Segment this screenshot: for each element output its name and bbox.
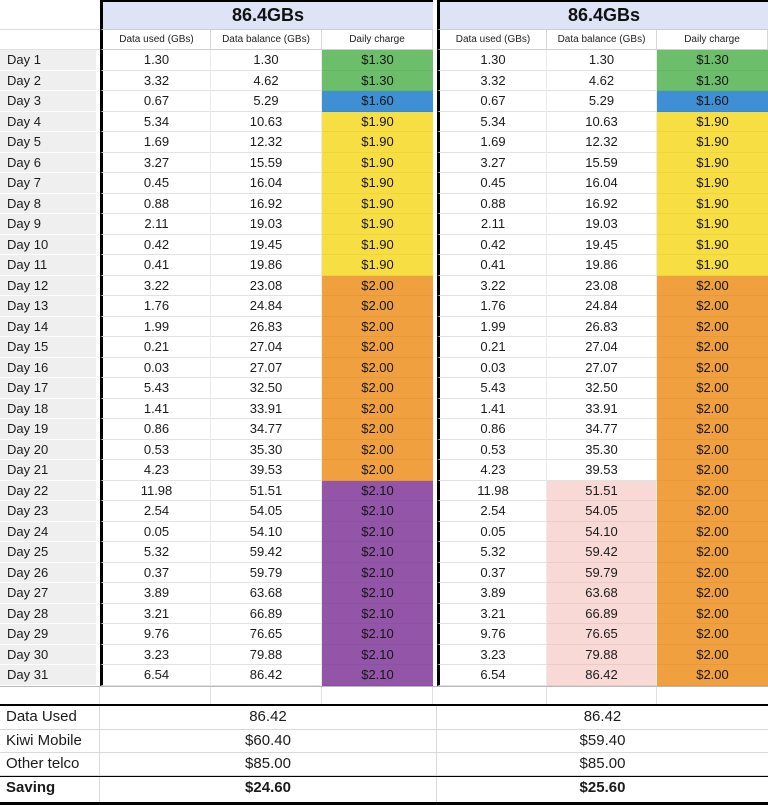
left-data-used-cell: 0.37 — [100, 563, 211, 584]
spacer-row — [0, 686, 768, 704]
right-daily-charge-cell: $1.90 — [657, 214, 768, 235]
column-header-row — [0, 30, 768, 50]
day-label: Day 4 — [0, 112, 100, 133]
day-row — [0, 71, 768, 92]
row-label-header-cell — [0, 30, 100, 50]
summary-label: Other telco — [0, 753, 100, 776]
right-daily-charge-cell: $1.90 — [657, 194, 768, 215]
left-data-balance-cell: 27.07 — [211, 358, 322, 379]
left-data-balance-cell: 51.51 — [211, 481, 322, 502]
day-label: Day 31 — [0, 665, 100, 686]
day-row — [0, 255, 768, 276]
right-data-used-cell: 0.42 — [437, 235, 547, 256]
left-daily-charge-cell: $1.90 — [322, 214, 433, 235]
right-data-balance-cell: 59.79 — [547, 563, 657, 584]
summary-row — [0, 730, 768, 753]
left-data-used-cell: 4.23 — [100, 460, 211, 481]
spacer-cell — [0, 687, 100, 704]
right-data-used-cell: 6.54 — [437, 665, 547, 686]
day-label: Day 1 — [0, 50, 100, 71]
day-row — [0, 337, 768, 358]
day-label: Day 3 — [0, 91, 100, 112]
right-data-used-cell: 9.76 — [437, 624, 547, 645]
left-data-used-cell: 0.05 — [100, 522, 211, 543]
left-data-balance-cell: 63.68 — [211, 583, 322, 604]
left-daily-charge-cell: $2.00 — [322, 276, 433, 297]
right-data-used-cell: 1.76 — [437, 296, 547, 317]
summary-label: Saving — [0, 777, 100, 802]
right-daily-charge-cell: $1.30 — [657, 50, 768, 71]
right-data-balance-cell: 16.92 — [547, 194, 657, 215]
spacer-cell — [100, 687, 211, 704]
right-data-balance-cell: 54.10 — [547, 522, 657, 543]
right-daily-charge-cell: $2.00 — [657, 501, 768, 522]
right-data-balance-cell: 76.65 — [547, 624, 657, 645]
day-label: Day 19 — [0, 419, 100, 440]
day-label: Day 14 — [0, 317, 100, 338]
day-row — [0, 276, 768, 297]
day-label: Day 25 — [0, 542, 100, 563]
summary-value-left: $24.60 — [100, 777, 437, 802]
right-data-used-cell: 0.45 — [437, 173, 547, 194]
left-data-used-cell: 3.22 — [100, 276, 211, 297]
left-data-balance-cell: 39.53 — [211, 460, 322, 481]
right-data-balance-cell: 24.84 — [547, 296, 657, 317]
day-label: Day 24 — [0, 522, 100, 543]
left-daily-charge-cell: $1.90 — [322, 112, 433, 133]
right-col-header-daily-charge: Daily charge — [657, 30, 768, 50]
summary-value-right: $85.00 — [437, 753, 768, 776]
right-daily-charge-cell: $2.00 — [657, 645, 768, 666]
day-label: Day 8 — [0, 194, 100, 215]
day-row — [0, 604, 768, 625]
left-data-balance-cell: 15.59 — [211, 153, 322, 174]
day-label: Day 29 — [0, 624, 100, 645]
left-daily-charge-cell: $2.00 — [322, 399, 433, 420]
left-data-balance-cell: 59.79 — [211, 563, 322, 584]
right-data-balance-cell: 27.04 — [547, 337, 657, 358]
right-data-balance-cell: 12.32 — [547, 132, 657, 153]
summary-value-right: 86.42 — [437, 706, 768, 730]
right-data-balance-cell: 27.07 — [547, 358, 657, 379]
left-data-used-cell: 0.67 — [100, 91, 211, 112]
right-data-balance-cell: 59.42 — [547, 542, 657, 563]
left-data-balance-cell: 35.30 — [211, 440, 322, 461]
right-data-balance-cell: 54.05 — [547, 501, 657, 522]
left-daily-charge-cell: $2.10 — [322, 645, 433, 666]
day-row — [0, 50, 768, 71]
right-daily-charge-cell: $2.00 — [657, 358, 768, 379]
left-daily-charge-cell: $2.00 — [322, 358, 433, 379]
right-data-used-cell: 0.41 — [437, 255, 547, 276]
day-row — [0, 214, 768, 235]
day-label: Day 26 — [0, 563, 100, 584]
right-data-balance-cell: 16.04 — [547, 173, 657, 194]
day-row — [0, 501, 768, 522]
day-label: Day 15 — [0, 337, 100, 358]
day-row — [0, 378, 768, 399]
right-data-balance-cell: 26.83 — [547, 317, 657, 338]
summary-value-right: $59.40 — [437, 730, 768, 753]
right-data-used-cell: 0.88 — [437, 194, 547, 215]
left-col-header-data-used: Data used (GBs) — [100, 30, 211, 50]
left-daily-charge-cell: $2.00 — [322, 317, 433, 338]
left-data-balance-cell: 86.42 — [211, 665, 322, 686]
left-daily-charge-cell: $2.00 — [322, 440, 433, 461]
left-data-used-cell: 3.23 — [100, 645, 211, 666]
right-daily-charge-cell: $1.30 — [657, 71, 768, 92]
left-data-balance-cell: 1.30 — [211, 50, 322, 71]
spacer-cell — [657, 687, 768, 704]
left-data-used-cell: 0.88 — [100, 194, 211, 215]
left-col-header-daily-charge: Daily charge — [322, 30, 433, 50]
right-data-used-cell: 3.21 — [437, 604, 547, 625]
right-data-used-cell: 1.41 — [437, 399, 547, 420]
right-data-balance-cell: 51.51 — [547, 481, 657, 502]
right-data-used-cell: 0.21 — [437, 337, 547, 358]
right-data-used-cell: 11.98 — [437, 481, 547, 502]
summary-row — [0, 776, 768, 805]
left-data-used-cell: 3.32 — [100, 71, 211, 92]
day-row — [0, 440, 768, 461]
day-label: Day 18 — [0, 399, 100, 420]
left-daily-charge-cell: $2.00 — [322, 460, 433, 481]
left-data-used-cell: 1.99 — [100, 317, 211, 338]
right-data-used-cell: 2.11 — [437, 214, 547, 235]
right-data-used-cell: 0.67 — [437, 91, 547, 112]
left-data-balance-cell: 19.86 — [211, 255, 322, 276]
day-row — [0, 460, 768, 481]
left-daily-charge-cell: $2.10 — [322, 542, 433, 563]
right-daily-charge-cell: $2.00 — [657, 665, 768, 686]
spacer-cell — [437, 687, 547, 704]
right-data-balance-cell: 15.59 — [547, 153, 657, 174]
day-row — [0, 583, 768, 604]
right-data-balance-cell: 19.03 — [547, 214, 657, 235]
right-data-used-cell: 0.53 — [437, 440, 547, 461]
left-data-balance-cell: 16.04 — [211, 173, 322, 194]
summary-label: Data Used — [0, 706, 100, 730]
day-label: Day 22 — [0, 481, 100, 502]
right-data-used-cell: 5.34 — [437, 112, 547, 133]
right-daily-charge-cell: $2.00 — [657, 624, 768, 645]
left-data-used-cell: 3.89 — [100, 583, 211, 604]
left-data-balance-cell: 19.45 — [211, 235, 322, 256]
right-daily-charge-cell: $2.00 — [657, 604, 768, 625]
right-data-used-cell: 2.54 — [437, 501, 547, 522]
left-daily-charge-cell: $1.30 — [322, 71, 433, 92]
day-row — [0, 112, 768, 133]
left-data-balance-cell: 59.42 — [211, 542, 322, 563]
left-data-used-cell: 0.03 — [100, 358, 211, 379]
left-data-balance-cell: 10.63 — [211, 112, 322, 133]
left-daily-charge-cell: $1.30 — [322, 50, 433, 71]
day-label: Day 28 — [0, 604, 100, 625]
right-col-header-data-used: Data used (GBs) — [437, 30, 547, 50]
right-data-balance-cell: 5.29 — [547, 91, 657, 112]
left-col-header-data-balance: Data balance (GBs) — [211, 30, 322, 50]
left-data-used-cell: 2.11 — [100, 214, 211, 235]
right-daily-charge-cell: $1.60 — [657, 91, 768, 112]
left-daily-charge-cell: $2.00 — [322, 419, 433, 440]
day-row — [0, 358, 768, 379]
day-row — [0, 624, 768, 645]
right-data-used-cell: 1.99 — [437, 317, 547, 338]
right-data-balance-cell: 35.30 — [547, 440, 657, 461]
day-label: Day 27 — [0, 583, 100, 604]
left-daily-charge-cell: $2.00 — [322, 296, 433, 317]
day-label: Day 5 — [0, 132, 100, 153]
day-label: Day 9 — [0, 214, 100, 235]
left-daily-charge-cell: $2.10 — [322, 563, 433, 584]
left-data-balance-cell: 4.62 — [211, 71, 322, 92]
day-row — [0, 563, 768, 584]
left-data-balance-cell: 12.32 — [211, 132, 322, 153]
right-daily-charge-cell: $1.90 — [657, 173, 768, 194]
left-data-used-cell: 11.98 — [100, 481, 211, 502]
right-data-used-cell: 5.32 — [437, 542, 547, 563]
right-data-balance-cell: 32.50 — [547, 378, 657, 399]
left-data-balance-cell: 32.50 — [211, 378, 322, 399]
left-data-balance-cell: 27.04 — [211, 337, 322, 358]
right-data-used-cell: 0.05 — [437, 522, 547, 543]
day-label: Day 10 — [0, 235, 100, 256]
left-data-used-cell: 1.41 — [100, 399, 211, 420]
left-data-balance-cell: 54.05 — [211, 501, 322, 522]
right-daily-charge-cell: $2.00 — [657, 440, 768, 461]
left-data-balance-cell: 24.84 — [211, 296, 322, 317]
left-daily-charge-cell: $1.60 — [322, 91, 433, 112]
day-row — [0, 522, 768, 543]
left-data-balance-cell: 34.77 — [211, 419, 322, 440]
right-daily-charge-cell: $1.90 — [657, 235, 768, 256]
left-data-balance-cell: 26.83 — [211, 317, 322, 338]
left-data-used-cell: 0.41 — [100, 255, 211, 276]
right-data-balance-cell: 1.30 — [547, 50, 657, 71]
day-label: Day 17 — [0, 378, 100, 399]
day-rows — [0, 50, 768, 686]
corner-cell — [0, 0, 100, 30]
left-daily-charge-cell: $1.90 — [322, 235, 433, 256]
right-table-title: 86.4GBs — [437, 0, 768, 30]
right-data-used-cell: 0.86 — [437, 419, 547, 440]
right-daily-charge-cell: $1.90 — [657, 112, 768, 133]
day-label: Day 13 — [0, 296, 100, 317]
day-row — [0, 645, 768, 666]
right-daily-charge-cell: $2.00 — [657, 399, 768, 420]
left-daily-charge-cell: $2.10 — [322, 583, 433, 604]
day-row — [0, 132, 768, 153]
left-data-balance-cell: 33.91 — [211, 399, 322, 420]
right-daily-charge-cell: $2.00 — [657, 583, 768, 604]
right-daily-charge-cell: $2.00 — [657, 276, 768, 297]
left-daily-charge-cell: $1.90 — [322, 255, 433, 276]
right-data-balance-cell: 63.68 — [547, 583, 657, 604]
left-daily-charge-cell: $1.90 — [322, 173, 433, 194]
left-data-balance-cell: 79.88 — [211, 645, 322, 666]
left-data-balance-cell: 16.92 — [211, 194, 322, 215]
right-data-balance-cell: 66.89 — [547, 604, 657, 625]
right-daily-charge-cell: $1.90 — [657, 153, 768, 174]
right-data-used-cell: 3.32 — [437, 71, 547, 92]
right-daily-charge-cell: $2.00 — [657, 296, 768, 317]
day-label: Day 2 — [0, 71, 100, 92]
left-data-used-cell: 2.54 — [100, 501, 211, 522]
day-row — [0, 419, 768, 440]
right-data-used-cell: 3.27 — [437, 153, 547, 174]
right-daily-charge-cell: $2.00 — [657, 542, 768, 563]
right-daily-charge-cell: $2.00 — [657, 317, 768, 338]
day-row — [0, 173, 768, 194]
right-data-balance-cell: 23.08 — [547, 276, 657, 297]
right-data-balance-cell: 19.86 — [547, 255, 657, 276]
spacer-cell — [322, 687, 433, 704]
left-table-title: 86.4GBs — [100, 0, 433, 30]
left-data-used-cell: 0.45 — [100, 173, 211, 194]
day-row — [0, 481, 768, 502]
left-daily-charge-cell: $1.90 — [322, 153, 433, 174]
right-data-used-cell: 0.03 — [437, 358, 547, 379]
day-label: Day 11 — [0, 255, 100, 276]
left-daily-charge-cell: $1.90 — [322, 194, 433, 215]
left-data-used-cell: 5.43 — [100, 378, 211, 399]
left-data-balance-cell: 5.29 — [211, 91, 322, 112]
right-data-balance-cell: 33.91 — [547, 399, 657, 420]
right-daily-charge-cell: $2.00 — [657, 481, 768, 502]
left-data-used-cell: 9.76 — [100, 624, 211, 645]
spacer-cell — [547, 687, 657, 704]
left-data-used-cell: 5.32 — [100, 542, 211, 563]
right-daily-charge-cell: $2.00 — [657, 563, 768, 584]
day-label: Day 7 — [0, 173, 100, 194]
right-col-header-data-balance: Data balance (GBs) — [547, 30, 657, 50]
left-daily-charge-cell: $2.10 — [322, 501, 433, 522]
left-data-used-cell: 5.34 — [100, 112, 211, 133]
right-data-used-cell: 1.69 — [437, 132, 547, 153]
right-data-balance-cell: 19.45 — [547, 235, 657, 256]
right-data-used-cell: 3.23 — [437, 645, 547, 666]
left-data-balance-cell: 19.03 — [211, 214, 322, 235]
left-data-balance-cell: 54.10 — [211, 522, 322, 543]
summary-label: Kiwi Mobile — [0, 730, 100, 753]
day-row — [0, 194, 768, 215]
left-daily-charge-cell: $2.00 — [322, 337, 433, 358]
left-data-used-cell: 0.86 — [100, 419, 211, 440]
summary-value-left: $85.00 — [100, 753, 437, 776]
day-row — [0, 317, 768, 338]
right-daily-charge-cell: $1.90 — [657, 255, 768, 276]
right-daily-charge-cell: $2.00 — [657, 337, 768, 358]
day-label: Day 30 — [0, 645, 100, 666]
right-daily-charge-cell: $2.00 — [657, 378, 768, 399]
day-row — [0, 296, 768, 317]
right-data-used-cell: 0.37 — [437, 563, 547, 584]
day-label: Day 21 — [0, 460, 100, 481]
right-data-balance-cell: 4.62 — [547, 71, 657, 92]
left-data-balance-cell: 66.89 — [211, 604, 322, 625]
left-data-used-cell: 1.69 — [100, 132, 211, 153]
left-data-used-cell: 3.21 — [100, 604, 211, 625]
right-data-used-cell: 1.30 — [437, 50, 547, 71]
summary-row — [0, 753, 768, 776]
right-daily-charge-cell: $1.90 — [657, 132, 768, 153]
day-row — [0, 665, 768, 686]
left-data-balance-cell: 23.08 — [211, 276, 322, 297]
left-daily-charge-cell: $2.10 — [322, 624, 433, 645]
right-data-balance-cell: 86.42 — [547, 665, 657, 686]
day-label: Day 23 — [0, 501, 100, 522]
left-data-used-cell: 6.54 — [100, 665, 211, 686]
summary-rows — [0, 704, 768, 805]
right-data-balance-cell: 34.77 — [547, 419, 657, 440]
left-data-used-cell: 0.21 — [100, 337, 211, 358]
left-data-used-cell: 1.30 — [100, 50, 211, 71]
title-row — [0, 0, 768, 30]
right-data-balance-cell: 79.88 — [547, 645, 657, 666]
day-row — [0, 235, 768, 256]
day-label: Day 16 — [0, 358, 100, 379]
left-daily-charge-cell: $2.10 — [322, 522, 433, 543]
left-daily-charge-cell: $2.10 — [322, 665, 433, 686]
right-data-balance-cell: 39.53 — [547, 460, 657, 481]
day-row — [0, 399, 768, 420]
right-data-used-cell: 3.89 — [437, 583, 547, 604]
day-row — [0, 153, 768, 174]
summary-value-left: 86.42 — [100, 706, 437, 730]
left-data-balance-cell: 76.65 — [211, 624, 322, 645]
left-data-used-cell: 1.76 — [100, 296, 211, 317]
summary-value-left: $60.40 — [100, 730, 437, 753]
left-data-used-cell: 0.42 — [100, 235, 211, 256]
day-row — [0, 542, 768, 563]
summary-row — [0, 704, 768, 730]
right-data-used-cell: 3.22 — [437, 276, 547, 297]
right-daily-charge-cell: $2.00 — [657, 419, 768, 440]
left-daily-charge-cell: $2.10 — [322, 604, 433, 625]
right-data-used-cell: 5.43 — [437, 378, 547, 399]
left-daily-charge-cell: $2.10 — [322, 481, 433, 502]
spacer-cell — [211, 687, 322, 704]
left-data-used-cell: 3.27 — [100, 153, 211, 174]
left-daily-charge-cell: $1.90 — [322, 132, 433, 153]
right-data-used-cell: 4.23 — [437, 460, 547, 481]
day-label: Day 6 — [0, 153, 100, 174]
right-data-balance-cell: 10.63 — [547, 112, 657, 133]
left-data-used-cell: 0.53 — [100, 440, 211, 461]
summary-value-right: $25.60 — [579, 778, 626, 796]
right-daily-charge-cell: $2.00 — [657, 460, 768, 481]
right-daily-charge-cell: $2.00 — [657, 522, 768, 543]
day-label: Day 12 — [0, 276, 100, 297]
left-daily-charge-cell: $2.00 — [322, 378, 433, 399]
day-row — [0, 91, 768, 112]
day-label: Day 20 — [0, 440, 100, 461]
